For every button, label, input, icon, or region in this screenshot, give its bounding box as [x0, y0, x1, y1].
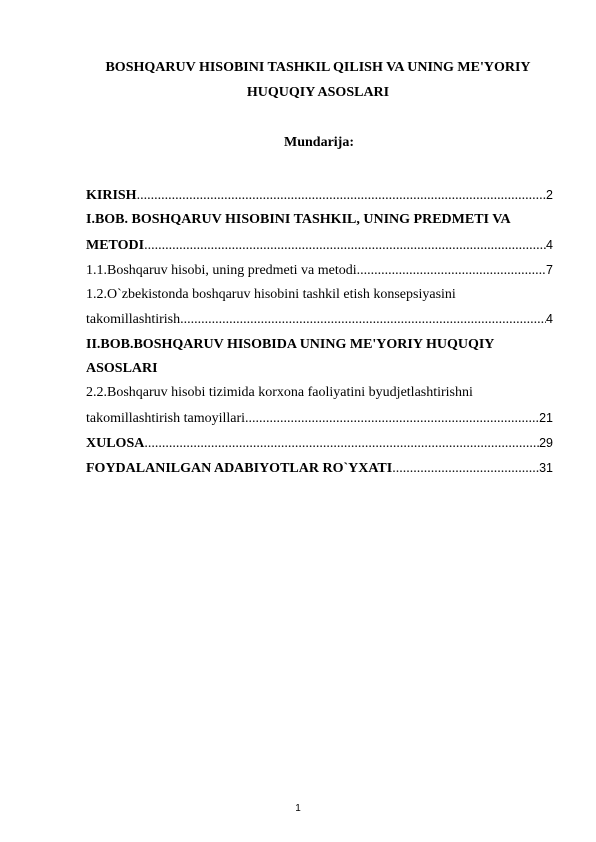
- toc-entry-chapter-1[interactable]: [86, 208, 553, 258]
- toc-leader-dots: [180, 308, 546, 332]
- toc-heading: Mundarija:: [284, 135, 354, 150]
- toc-leader-dots: [357, 259, 546, 283]
- toc-leader-dots: [144, 234, 546, 258]
- toc-entry-label-cont: ASOSLARI: [86, 361, 158, 377]
- document-title: BOSHQARUV HISOBINI TASHKIL QILISH VA UNING ME'YORIY HUQUQIY ASOSLARI: [105, 60, 531, 100]
- table-of-contents: [86, 183, 553, 482]
- toc-leader-dots: [144, 432, 539, 456]
- toc-entry-label-cont: takomillashtirish tamoyillari: [86, 410, 246, 426]
- toc-entry-section-1-1[interactable]: [86, 258, 553, 283]
- toc-entry-label-cont: takomillashtirish: [86, 312, 181, 328]
- toc-entry-label-cont: METODI: [86, 237, 145, 253]
- toc-entry-label: 1.1.Boshqaruv hisobi, uning predmeti va metodi: [86, 262, 357, 278]
- page-number: 1: [295, 803, 301, 814]
- toc-page-number: 4: [546, 237, 553, 252]
- toc-leader-dots: [245, 407, 539, 431]
- toc-entry-kirish[interactable]: [86, 183, 553, 208]
- toc-entry-xulosa[interactable]: [86, 431, 553, 456]
- toc-entry-bibliography[interactable]: [86, 456, 553, 481]
- toc-entry-label: II.BOB.BOSHQARUV HISOBIDA UNING ME'YORIY HUQUQIY: [86, 336, 495, 352]
- toc-entry-label: 1.2.O`zbekistonda boshqaruv hisobini tashkil etish konsepsiyasini: [86, 287, 456, 303]
- toc-leader-dots: [137, 184, 546, 208]
- toc-entry-label: XULOSA: [86, 435, 145, 451]
- toc-page-number: 4: [546, 312, 553, 327]
- toc-page-number: 2: [546, 188, 553, 202]
- toc-page-number: 7: [546, 262, 553, 277]
- toc-leader-dots: [392, 457, 539, 481]
- toc-entry-section-1-2[interactable]: [86, 283, 553, 333]
- toc-page-number: 31: [539, 461, 553, 476]
- toc-entry-section-2-2[interactable]: [86, 381, 553, 431]
- toc-entry-label: I.BOB. BOSHQARUV HISOBINI TASHKIL, UNING PREDMETI VA: [86, 212, 511, 228]
- toc-entry-chapter-2[interactable]: [86, 333, 553, 382]
- toc-page-number: 21: [539, 410, 553, 425]
- toc-entry-label: KIRISH: [86, 188, 137, 203]
- toc-page-number: 29: [539, 435, 553, 450]
- toc-entry-label: 2.2.Boshqaruv hisobi tizimida korxona faoliyatini byudjetlashtirishni: [86, 385, 473, 401]
- toc-entry-label: FOYDALANILGAN ADABIYOTLAR RO`YXATI: [86, 461, 393, 477]
